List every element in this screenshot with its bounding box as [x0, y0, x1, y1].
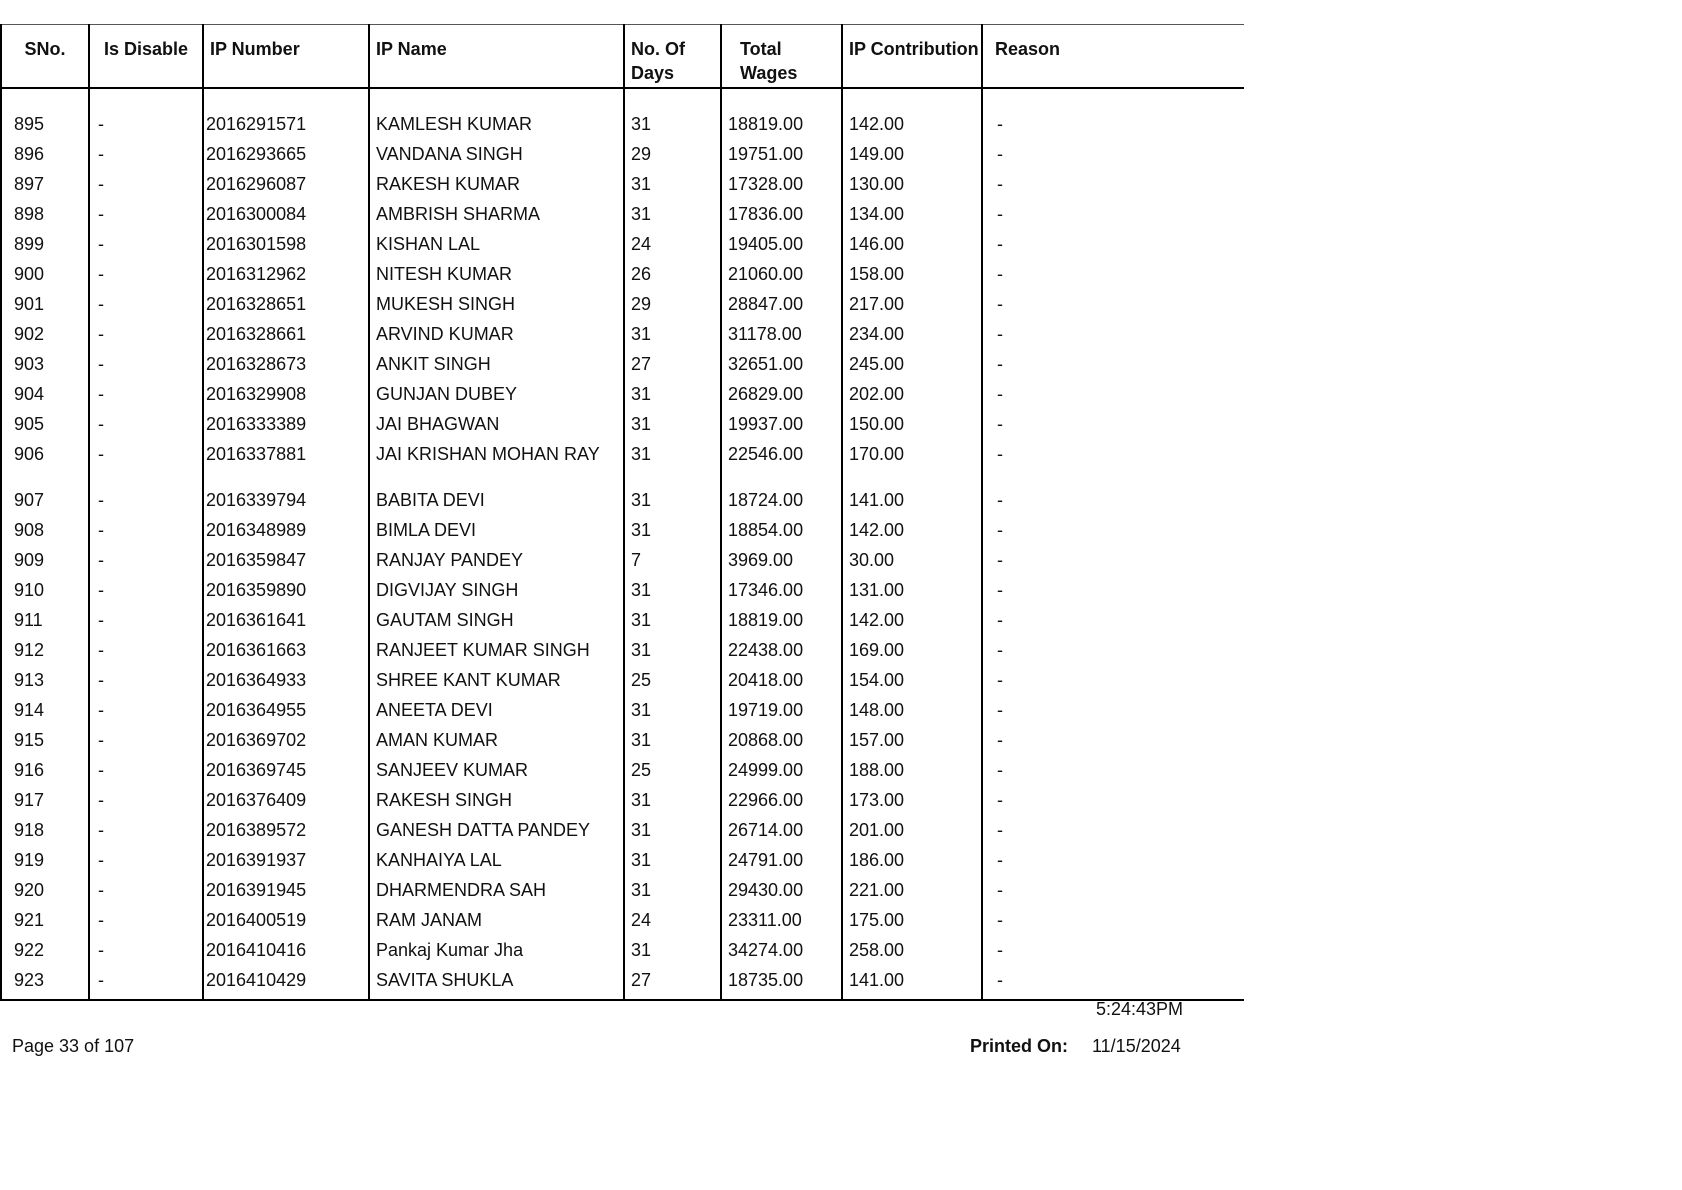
cell-ip-name: RAKESH KUMAR	[369, 173, 624, 203]
table-row	[1, 233, 1244, 263]
page-indicator: Page 33 of 107	[12, 1036, 135, 1056]
cell-ip-contribution: 221.00	[842, 879, 982, 909]
cell-ip-contribution: 141.00	[842, 969, 982, 1000]
cell-no-of-days: 31	[624, 519, 721, 549]
header-ip-contribution: IP Contribution	[842, 25, 982, 89]
cell-no-of-days: 31	[624, 579, 721, 609]
cell-is-disable: -	[89, 413, 203, 443]
cell-ip-name: JAI BHAGWAN	[369, 413, 624, 443]
cell-ip-contribution: 188.00	[842, 759, 982, 789]
cell-sno: 906	[1, 443, 89, 489]
cell-total-wages: 21060.00	[721, 263, 842, 293]
cell-ip-name: RANJAY PANDEY	[369, 549, 624, 579]
cell-ip-contribution: 157.00	[842, 729, 982, 759]
cell-ip-number: 2016389572	[203, 819, 369, 849]
cell-total-wages: 23311.00	[721, 909, 842, 939]
cell-reason: -	[982, 353, 1244, 383]
cell-ip-name: BABITA DEVI	[369, 489, 624, 519]
cell-is-disable: -	[89, 969, 203, 1000]
cell-no-of-days: 31	[624, 849, 721, 879]
cell-ip-contribution: 173.00	[842, 789, 982, 819]
cell-ip-name: ANEETA DEVI	[369, 699, 624, 729]
cell-is-disable: -	[89, 849, 203, 879]
cell-ip-contribution: 234.00	[842, 323, 982, 353]
cell-total-wages: 26829.00	[721, 383, 842, 413]
header-is-disable: Is Disable	[89, 25, 203, 89]
cell-reason: -	[982, 639, 1244, 669]
cell-no-of-days: 26	[624, 263, 721, 293]
cell-ip-number: 2016376409	[203, 789, 369, 819]
cell-total-wages: 29430.00	[721, 879, 842, 909]
cell-no-of-days: 31	[624, 413, 721, 443]
table-row	[1, 489, 1244, 519]
cell-ip-number: 2016291571	[203, 113, 369, 143]
cell-ip-contribution: 130.00	[842, 173, 982, 203]
table-header	[1, 25, 1244, 89]
cell-ip-number: 2016391945	[203, 879, 369, 909]
cell-total-wages: 17836.00	[721, 203, 842, 233]
cell-ip-number: 2016296087	[203, 173, 369, 203]
cell-ip-name: DIGVIJAY SINGH	[369, 579, 624, 609]
cell-is-disable: -	[89, 383, 203, 413]
cell-ip-number: 2016369702	[203, 729, 369, 759]
header-ip-name: IP Name	[369, 25, 624, 89]
cell-ip-contribution: 149.00	[842, 143, 982, 173]
cell-total-wages: 19751.00	[721, 143, 842, 173]
print-time: 5:24:43PM	[1096, 999, 1184, 1019]
cell-total-wages: 22438.00	[721, 639, 842, 669]
cell-total-wages: 19937.00	[721, 413, 842, 443]
cell-ip-name: BIMLA DEVI	[369, 519, 624, 549]
cell-ip-name: SAVITA SHUKLA	[369, 969, 624, 1000]
cell-sno: 895	[1, 113, 89, 143]
table-row	[1, 519, 1244, 549]
cell-is-disable: -	[89, 113, 203, 143]
cell-no-of-days: 29	[624, 293, 721, 323]
table-row	[1, 353, 1244, 383]
cell-total-wages: 24791.00	[721, 849, 842, 879]
cell-sno: 923	[1, 969, 89, 1000]
cell-total-wages: 32651.00	[721, 353, 842, 383]
cell-ip-contribution: 148.00	[842, 699, 982, 729]
cell-is-disable: -	[89, 323, 203, 353]
table-row	[1, 699, 1244, 729]
cell-sno: 918	[1, 819, 89, 849]
table-row	[1, 939, 1244, 969]
cell-total-wages: 26714.00	[721, 819, 842, 849]
cell-no-of-days: 31	[624, 609, 721, 639]
cell-is-disable: -	[89, 909, 203, 939]
table-row	[1, 579, 1244, 609]
cell-ip-name: ANKIT SINGH	[369, 353, 624, 383]
header-reason: Reason	[982, 25, 1244, 89]
cell-is-disable: -	[89, 489, 203, 519]
header-no-of-days: No. Of Days	[624, 25, 721, 89]
cell-no-of-days: 31	[624, 443, 721, 489]
cell-total-wages: 28847.00	[721, 293, 842, 323]
cell-ip-number: 2016391937	[203, 849, 369, 879]
table-row	[1, 323, 1244, 353]
cell-ip-contribution: 202.00	[842, 383, 982, 413]
cell-no-of-days: 31	[624, 639, 721, 669]
cell-ip-name: NITESH KUMAR	[369, 263, 624, 293]
cell-is-disable: -	[89, 519, 203, 549]
cell-no-of-days: 24	[624, 909, 721, 939]
cell-reason: -	[982, 939, 1244, 969]
cell-is-disable: -	[89, 579, 203, 609]
cell-sno: 898	[1, 203, 89, 233]
contribution-table	[0, 24, 1244, 1001]
table-row	[1, 293, 1244, 323]
cell-reason: -	[982, 609, 1244, 639]
cell-no-of-days: 29	[624, 143, 721, 173]
cell-ip-contribution: 245.00	[842, 353, 982, 383]
cell-ip-name: SANJEEV KUMAR	[369, 759, 624, 789]
cell-total-wages: 22966.00	[721, 789, 842, 819]
cell-total-wages: 20418.00	[721, 669, 842, 699]
cell-ip-contribution: 170.00	[842, 443, 982, 489]
table-row	[1, 263, 1244, 293]
cell-ip-number: 2016359847	[203, 549, 369, 579]
cell-no-of-days: 27	[624, 353, 721, 383]
cell-ip-number: 2016361663	[203, 639, 369, 669]
cell-no-of-days: 31	[624, 699, 721, 729]
cell-total-wages: 24999.00	[721, 759, 842, 789]
cell-total-wages: 18854.00	[721, 519, 842, 549]
cell-ip-contribution: 217.00	[842, 293, 982, 323]
printed-on-date: 11/15/2024	[1092, 1036, 1181, 1056]
cell-ip-name: JAI KRISHAN MOHAN RAY	[369, 443, 624, 489]
cell-sno: 899	[1, 233, 89, 263]
cell-reason: -	[982, 909, 1244, 939]
cell-total-wages: 18819.00	[721, 113, 842, 143]
cell-is-disable: -	[89, 609, 203, 639]
cell-reason: -	[982, 789, 1244, 819]
cell-reason: -	[982, 489, 1244, 519]
table-row	[1, 639, 1244, 669]
cell-reason: -	[982, 669, 1244, 699]
cell-sno: 908	[1, 519, 89, 549]
cell-ip-number: 2016339794	[203, 489, 369, 519]
cell-total-wages: 3969.00	[721, 549, 842, 579]
cell-ip-name: GAUTAM SINGH	[369, 609, 624, 639]
cell-no-of-days: 31	[624, 879, 721, 909]
cell-ip-number: 2016348989	[203, 519, 369, 549]
table-row	[1, 203, 1244, 233]
cell-sno: 910	[1, 579, 89, 609]
cell-ip-contribution: 146.00	[842, 233, 982, 263]
table-row	[1, 909, 1244, 939]
cell-total-wages: 20868.00	[721, 729, 842, 759]
cell-total-wages: 17328.00	[721, 173, 842, 203]
cell-is-disable: -	[89, 549, 203, 579]
cell-ip-contribution: 201.00	[842, 819, 982, 849]
cell-no-of-days: 31	[624, 203, 721, 233]
table-row	[1, 383, 1244, 413]
cell-ip-number: 2016361641	[203, 609, 369, 639]
cell-reason: -	[982, 579, 1244, 609]
header-spacer-row	[1, 88, 1244, 113]
cell-sno: 909	[1, 549, 89, 579]
cell-is-disable: -	[89, 729, 203, 759]
cell-reason: -	[982, 383, 1244, 413]
cell-sno: 919	[1, 849, 89, 879]
cell-ip-name: AMAN KUMAR	[369, 729, 624, 759]
cell-reason: -	[982, 549, 1244, 579]
cell-ip-contribution: 142.00	[842, 519, 982, 549]
cell-reason: -	[982, 699, 1244, 729]
table-row	[1, 113, 1244, 143]
cell-ip-name: KAMLESH KUMAR	[369, 113, 624, 143]
cell-total-wages: 18724.00	[721, 489, 842, 519]
cell-reason: -	[982, 849, 1244, 879]
table-row	[1, 443, 1244, 489]
cell-ip-contribution: 30.00	[842, 549, 982, 579]
cell-ip-number: 2016301598	[203, 233, 369, 263]
cell-ip-contribution: 154.00	[842, 669, 982, 699]
cell-ip-number: 2016329908	[203, 383, 369, 413]
cell-sno: 900	[1, 263, 89, 293]
cell-reason: -	[982, 293, 1244, 323]
cell-is-disable: -	[89, 939, 203, 969]
cell-no-of-days: 31	[624, 789, 721, 819]
cell-ip-name: MUKESH SINGH	[369, 293, 624, 323]
cell-is-disable: -	[89, 233, 203, 263]
cell-no-of-days: 31	[624, 939, 721, 969]
cell-reason: -	[982, 519, 1244, 549]
cell-is-disable: -	[89, 293, 203, 323]
cell-reason: -	[982, 173, 1244, 203]
cell-no-of-days: 31	[624, 383, 721, 413]
header-sno: SNo.	[1, 25, 89, 89]
cell-reason: -	[982, 879, 1244, 909]
table-row	[1, 729, 1244, 759]
cell-sno: 907	[1, 489, 89, 519]
cell-ip-number: 2016328661	[203, 323, 369, 353]
cell-ip-name: SHREE KANT KUMAR	[369, 669, 624, 699]
table-row	[1, 669, 1244, 699]
cell-sno: 921	[1, 909, 89, 939]
cell-ip-name: AMBRISH SHARMA	[369, 203, 624, 233]
table-row	[1, 849, 1244, 879]
table-body	[1, 88, 1244, 1000]
cell-sno: 905	[1, 413, 89, 443]
cell-is-disable: -	[89, 699, 203, 729]
cell-no-of-days: 24	[624, 233, 721, 263]
cell-ip-contribution: 141.00	[842, 489, 982, 519]
cell-sno: 901	[1, 293, 89, 323]
contribution-table-wrapper	[0, 24, 1243, 1001]
cell-sno: 904	[1, 383, 89, 413]
cell-reason: -	[982, 819, 1244, 849]
cell-sno: 920	[1, 879, 89, 909]
table-row	[1, 879, 1244, 909]
header-row	[1, 25, 1244, 89]
cell-ip-name: ARVIND KUMAR	[369, 323, 624, 353]
cell-total-wages: 19719.00	[721, 699, 842, 729]
cell-total-wages: 34274.00	[721, 939, 842, 969]
cell-ip-name: RAKESH SINGH	[369, 789, 624, 819]
cell-ip-number: 2016359890	[203, 579, 369, 609]
cell-reason: -	[982, 323, 1244, 353]
cell-ip-contribution: 158.00	[842, 263, 982, 293]
cell-is-disable: -	[89, 203, 203, 233]
cell-ip-contribution: 258.00	[842, 939, 982, 969]
header-ip-number: IP Number	[203, 25, 369, 89]
cell-sno: 911	[1, 609, 89, 639]
cell-ip-contribution: 175.00	[842, 909, 982, 939]
cell-is-disable: -	[89, 263, 203, 293]
header-total-wages: Total Wages	[721, 25, 842, 89]
printed-on-label: Printed On:	[970, 1036, 1068, 1056]
cell-is-disable: -	[89, 173, 203, 203]
cell-ip-name: RAM JANAM	[369, 909, 624, 939]
cell-no-of-days: 27	[624, 969, 721, 1000]
table-row	[1, 789, 1244, 819]
cell-no-of-days: 31	[624, 113, 721, 143]
cell-sno: 914	[1, 699, 89, 729]
cell-ip-contribution: 131.00	[842, 579, 982, 609]
cell-ip-contribution: 169.00	[842, 639, 982, 669]
cell-ip-name: DHARMENDRA SAH	[369, 879, 624, 909]
cell-ip-contribution: 186.00	[842, 849, 982, 879]
cell-is-disable: -	[89, 789, 203, 819]
cell-reason: -	[982, 233, 1244, 263]
cell-ip-name: RANJEET KUMAR SINGH	[369, 639, 624, 669]
cell-ip-name: KANHAIYA LAL	[369, 849, 624, 879]
cell-ip-number: 2016333389	[203, 413, 369, 443]
cell-ip-number: 2016410429	[203, 969, 369, 1000]
cell-ip-name: Pankaj Kumar Jha	[369, 939, 624, 969]
cell-no-of-days: 25	[624, 759, 721, 789]
cell-reason: -	[982, 203, 1244, 233]
cell-reason: -	[982, 263, 1244, 293]
cell-is-disable: -	[89, 143, 203, 173]
cell-sno: 913	[1, 669, 89, 699]
table-row	[1, 759, 1244, 789]
cell-ip-number: 2016364933	[203, 669, 369, 699]
cell-ip-number: 2016369745	[203, 759, 369, 789]
cell-ip-contribution: 142.00	[842, 609, 982, 639]
cell-sno: 917	[1, 789, 89, 819]
cell-sno: 896	[1, 143, 89, 173]
cell-total-wages: 19405.00	[721, 233, 842, 263]
cell-ip-number: 2016364955	[203, 699, 369, 729]
cell-ip-contribution: 150.00	[842, 413, 982, 443]
cell-ip-number: 2016400519	[203, 909, 369, 939]
cell-total-wages: 31178.00	[721, 323, 842, 353]
cell-sno: 912	[1, 639, 89, 669]
cell-is-disable: -	[89, 669, 203, 699]
cell-ip-name: KISHAN LAL	[369, 233, 624, 263]
table-row	[1, 549, 1244, 579]
table-row	[1, 173, 1244, 203]
cell-total-wages: 18735.00	[721, 969, 842, 1000]
cell-no-of-days: 31	[624, 489, 721, 519]
table-row	[1, 143, 1244, 173]
cell-ip-number: 2016300084	[203, 203, 369, 233]
cell-sno: 903	[1, 353, 89, 383]
cell-ip-number: 2016293665	[203, 143, 369, 173]
cell-no-of-days: 31	[624, 729, 721, 759]
cell-reason: -	[982, 443, 1244, 489]
cell-sno: 922	[1, 939, 89, 969]
cell-ip-number: 2016410416	[203, 939, 369, 969]
cell-ip-name: GANESH DATTA PANDEY	[369, 819, 624, 849]
cell-ip-name: VANDANA SINGH	[369, 143, 624, 173]
table-row	[1, 819, 1244, 849]
cell-is-disable: -	[89, 759, 203, 789]
cell-ip-contribution: 142.00	[842, 113, 982, 143]
cell-no-of-days: 7	[624, 549, 721, 579]
cell-ip-number: 2016328651	[203, 293, 369, 323]
cell-reason: -	[982, 113, 1244, 143]
cell-reason: -	[982, 413, 1244, 443]
cell-ip-contribution: 134.00	[842, 203, 982, 233]
cell-is-disable: -	[89, 353, 203, 383]
cell-no-of-days: 25	[624, 669, 721, 699]
cell-no-of-days: 31	[624, 173, 721, 203]
cell-no-of-days: 31	[624, 323, 721, 353]
cell-is-disable: -	[89, 639, 203, 669]
cell-ip-number: 2016328673	[203, 353, 369, 383]
table-row	[1, 609, 1244, 639]
cell-is-disable: -	[89, 819, 203, 849]
table-row	[1, 413, 1244, 443]
cell-ip-name: GUNJAN DUBEY	[369, 383, 624, 413]
cell-total-wages: 22546.00	[721, 443, 842, 489]
cell-reason: -	[982, 969, 1244, 1000]
table-row	[1, 969, 1244, 1000]
cell-sno: 915	[1, 729, 89, 759]
cell-total-wages: 17346.00	[721, 579, 842, 609]
cell-ip-number: 2016312962	[203, 263, 369, 293]
cell-reason: -	[982, 759, 1244, 789]
cell-reason: -	[982, 729, 1244, 759]
cell-sno: 916	[1, 759, 89, 789]
cell-is-disable: -	[89, 443, 203, 489]
cell-total-wages: 18819.00	[721, 609, 842, 639]
cell-sno: 902	[1, 323, 89, 353]
cell-ip-number: 2016337881	[203, 443, 369, 489]
cell-no-of-days: 31	[624, 819, 721, 849]
cell-is-disable: -	[89, 879, 203, 909]
cell-reason: -	[982, 143, 1244, 173]
cell-sno: 897	[1, 173, 89, 203]
